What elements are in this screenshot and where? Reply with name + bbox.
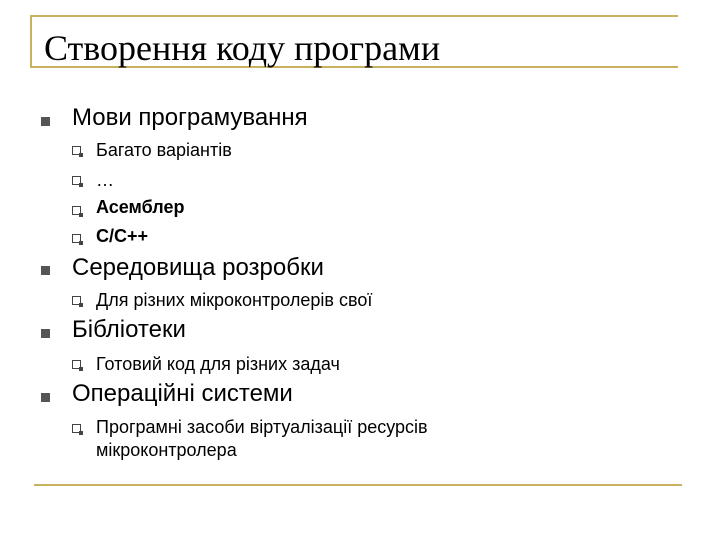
- slide-title: Створення коду програми: [44, 28, 441, 68]
- list-item: Готовий код для різних задач: [96, 354, 340, 374]
- section-heading: Мови програмування: [72, 104, 308, 131]
- checkbox-bullet-icon: [72, 146, 81, 155]
- section-heading: Бібліотеки: [72, 316, 186, 343]
- list-item: Багато варіантів: [96, 140, 232, 160]
- checkbox-bullet-icon: [72, 176, 81, 185]
- list-item: Для різних мікроконтролерів свої: [96, 290, 373, 310]
- square-bullet-icon: [41, 117, 50, 126]
- checkbox-bullet-icon: [72, 360, 81, 369]
- section-heading: Середовища розробки: [72, 254, 324, 281]
- list-item: Асемблер: [96, 197, 185, 217]
- square-bullet-icon: [41, 393, 50, 402]
- square-bullet-icon: [41, 329, 50, 338]
- list-item-continuation: мікроконтролера: [96, 440, 237, 460]
- checkbox-bullet-icon: [72, 296, 81, 305]
- checkbox-bullet-icon: [72, 234, 81, 243]
- checkbox-bullet-icon: [72, 206, 81, 215]
- square-bullet-icon: [41, 266, 50, 275]
- list-item: Програмні засоби віртуалізації ресурсів: [96, 417, 428, 437]
- list-item: C/C++: [96, 226, 149, 246]
- section-heading: Операційні системи: [72, 380, 293, 407]
- list-item: …: [96, 170, 114, 190]
- checkbox-bullet-icon: [72, 424, 81, 433]
